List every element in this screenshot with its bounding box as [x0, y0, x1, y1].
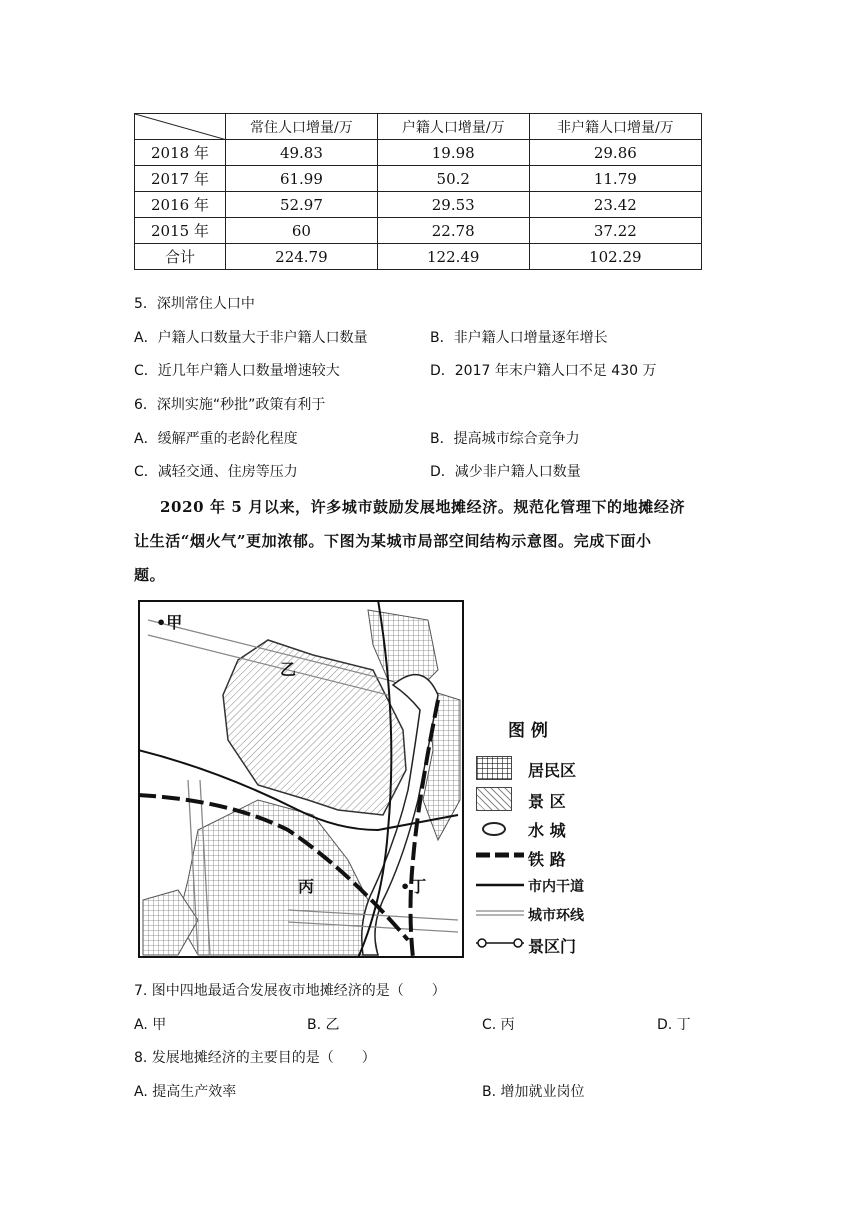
intro-line-1: 2020 年 5 月以来，许多城市鼓励发展地摊经济。规范化管理下的地摊经济 [160, 498, 686, 516]
table-cell: 49.83 [226, 140, 378, 166]
question-5-option-c: C．近几年户籍人口数量增速较大 [134, 363, 340, 379]
table-header-row [135, 114, 702, 140]
question-5-option-b: B．非户籍人口增量逐年增长 [430, 330, 608, 346]
question-7-option-c: C. 丙 [482, 1017, 515, 1033]
table-row [135, 166, 702, 192]
col-header-registered: 户籍人口增量/万 [377, 114, 529, 140]
question-6-option-d: D．减少非户籍人口数量 [430, 464, 581, 480]
table-row [135, 140, 702, 166]
question-8-option-b: B. 增加就业岗位 [482, 1084, 585, 1100]
table-row [135, 218, 702, 244]
table-cell: 37.22 [529, 218, 701, 244]
legend-railway-label: 铁 路 [528, 850, 566, 869]
legend-scenic-swatch [476, 787, 512, 811]
question-8-option-a: A. 提高生产效率 [134, 1084, 237, 1100]
question-5-stem: 5．深圳常住人口中 [134, 296, 255, 312]
table-cell: 11.79 [529, 166, 701, 192]
table-corner-cell [135, 114, 226, 140]
col-header-resident: 常住人口增量/万 [226, 114, 378, 140]
table-cell: 122.49 [377, 244, 529, 270]
table-cell: 23.42 [529, 192, 701, 218]
question-6-stem: 6．深圳实施“秒批”政策有利于 [134, 397, 326, 413]
table-cell: 22.78 [377, 218, 529, 244]
row-label: 2015 年 [135, 218, 226, 244]
table-cell: 224.79 [226, 244, 378, 270]
place-label-yi: 乙 [280, 660, 297, 679]
row-label: 2018 年 [135, 140, 226, 166]
legend-ring-swatch [476, 908, 524, 918]
question-8-stem: 8. 发展地摊经济的主要目的是（ ） [134, 1050, 376, 1066]
question-6-option-c: C．减轻交通、住房等压力 [134, 464, 298, 480]
place-label-ding: •丁 [400, 877, 427, 896]
question-5-option-d: D．2017 年末户籍人口不足 430 万 [430, 363, 657, 379]
legend-title: 图 例 [508, 721, 548, 741]
legend-water-label: 水 城 [528, 821, 566, 840]
table-cell: 29.53 [377, 192, 529, 218]
question-7-option-d: D. 丁 [657, 1017, 691, 1033]
intro-line-3: 题。 [134, 566, 166, 584]
table-cell: 19.98 [377, 140, 529, 166]
table-total-row [135, 244, 702, 270]
legend-residential-label: 居民区 [528, 761, 577, 780]
row-label: 2016 年 [135, 192, 226, 218]
question-7-option-b: B. 乙 [307, 1017, 340, 1033]
question-7-stem: 7. 图中四地最适合发展夜市地摊经济的是（ ） [134, 983, 446, 999]
intro-line-2: 让生活“烟火气”更加浓郁。下图为某城市局部空间结构示意图。完成下面小 [134, 532, 652, 550]
legend-arterial-swatch [476, 880, 524, 890]
legend-residential-swatch [476, 756, 512, 780]
row-label: 合计 [135, 244, 226, 270]
diagonal-line [135, 114, 227, 140]
question-7-option-a: A. 甲 [134, 1017, 167, 1033]
place-label-jia: •甲 [156, 613, 183, 632]
place-label-bing: 丙 [298, 877, 315, 896]
legend-scenic-label: 景 区 [528, 792, 566, 811]
legend-gate-swatch [476, 936, 524, 950]
legend-ring-label: 城市环线 [528, 908, 584, 924]
legend-gate-label: 景区门 [528, 937, 577, 956]
population-table [134, 113, 702, 270]
question-6-option-b: B．提高城市综合竞争力 [430, 431, 580, 447]
table-cell: 61.99 [226, 166, 378, 192]
question-6-option-a: A．缓解严重的老龄化程度 [134, 431, 298, 447]
legend-arterial-label: 市内干道 [528, 879, 584, 895]
table-cell: 29.86 [529, 140, 701, 166]
city-structure-map [138, 600, 464, 958]
col-header-nonregistered: 非户籍人口增量/万 [529, 114, 701, 140]
question-5-option-a: A．户籍人口数量大于非户籍人口数量 [134, 330, 368, 346]
table-cell: 50.2 [377, 166, 529, 192]
legend-railway-swatch [476, 848, 524, 862]
table-row [135, 192, 702, 218]
table-cell: 52.97 [226, 192, 378, 218]
row-label: 2017 年 [135, 166, 226, 192]
table-cell: 60 [226, 218, 378, 244]
table-cell: 102.29 [529, 244, 701, 270]
legend-water-swatch [482, 822, 506, 836]
